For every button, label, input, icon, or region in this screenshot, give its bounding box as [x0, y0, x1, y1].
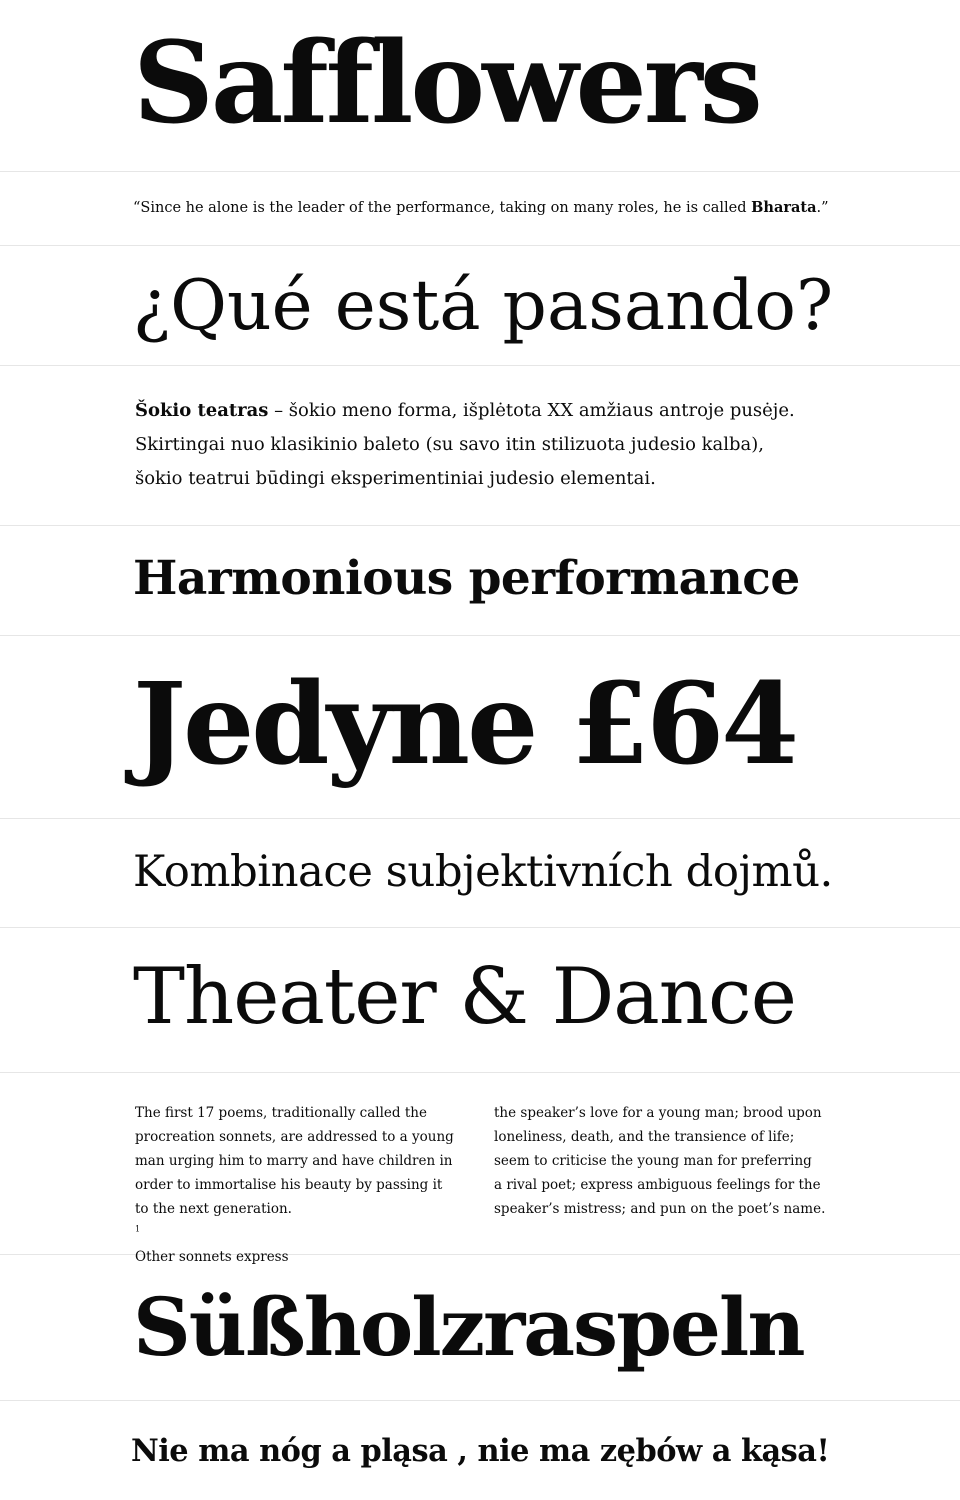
headline-kombinace: Kombinace subjektivních dojmů. — [133, 847, 833, 897]
specimen-nie-ma — [0, 1401, 960, 1500]
sokio-line-3: šokio teatrui būdingi eksperimentiniai judesio elementai. — [135, 468, 656, 489]
sonnets-left-line: The first 17 poems, traditionally called the — [135, 1105, 427, 1121]
specimen-susholz — [0, 1255, 960, 1401]
headline-jedyne: Jedyne £64 — [133, 659, 797, 790]
sonnets-right-line: a rival poet; express ambiguous feelings for the — [494, 1177, 821, 1193]
specimen-sokio-teatras — [0, 366, 960, 526]
sonnets-left-line: procreation sonnets, are addressed to a young — [135, 1129, 454, 1145]
specimen-harmonious — [0, 526, 960, 636]
sonnets-right-line: seem to criticise the young man for preferring — [494, 1153, 812, 1169]
specimen-safflowers — [0, 0, 960, 172]
headline-susholz: Süßholzraspeln — [133, 1280, 804, 1374]
quote-text — [133, 198, 829, 218]
sonnets-columns — [135, 1101, 831, 1269]
sokio-line-1 — [135, 394, 855, 428]
specimen-theater-dance — [0, 928, 960, 1073]
sonnets-right-line: speaker’s mistress; and pun on the poet’s name. — [494, 1201, 826, 1217]
sonnets-right-line: the speaker’s love for a young man; brood upon — [494, 1105, 822, 1121]
specimen-jedyne — [0, 636, 960, 819]
specimen-quote — [0, 172, 960, 246]
headline-harmonious: Harmonious performance — [133, 551, 800, 606]
sonnets-left-line: man urging him to marry and have children in — [135, 1153, 453, 1169]
footnote-marker: 1 — [135, 1223, 141, 1234]
sokio-bold-term: Šokio teatras — [135, 400, 269, 421]
sokio-line-1-rest: – šokio meno forma, išplėtota XX amžiaus antroje pusėje. — [268, 400, 795, 421]
headline-theater-dance: Theater & Dance — [133, 952, 796, 1042]
quote-close: .” — [816, 200, 829, 216]
headline-safflowers: Safflowers — [133, 18, 760, 149]
quote-bold-name: Bharata — [751, 199, 817, 216]
sonnets-left-line: order to immortalise his beauty by passing it — [135, 1177, 443, 1193]
specimen-que-esta — [0, 246, 960, 366]
specimen-kombinace — [0, 819, 960, 928]
specimen-sonnets — [0, 1073, 960, 1265]
headline-nie-ma: Nie ma nóg a pląsa , nie ma zębów a kąsa! — [131, 1433, 830, 1469]
quote-open: “Since he alone is the leader of the performance, taking on many roles, he is called — [133, 200, 752, 216]
sokio-paragraph — [135, 394, 855, 496]
sonnets-column-right — [494, 1101, 831, 1269]
sonnets-column-left — [135, 1101, 472, 1269]
sonnets-right-line: loneliness, death, and the transience of life; — [494, 1129, 795, 1145]
sonnets-left-last-pre: to the next generation. — [135, 1201, 292, 1217]
headline-que-esta: ¿Qué está pasando? — [133, 266, 834, 346]
sokio-line-2: Skirtingai nuo klasikinio baleto (su savo itin stilizuota judesio kalba), — [135, 434, 764, 455]
sonnets-left-last-post: Other sonnets express — [135, 1249, 289, 1265]
